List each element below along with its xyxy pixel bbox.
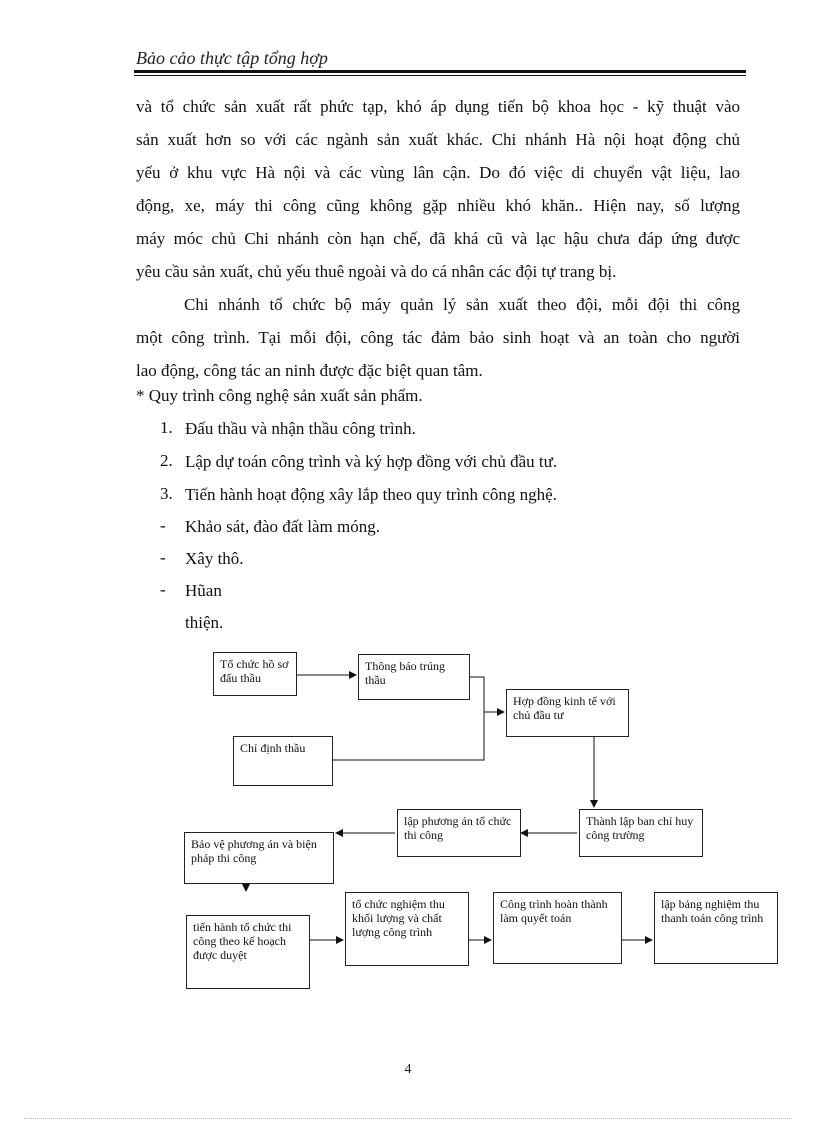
flow-box-to-chuc-ho-so: Tổ chức hồ sơ đấu thầu: [213, 652, 297, 696]
dash-item-text: Hũan: [185, 581, 222, 600]
flow-box-hop-dong: Hợp đồng kinh tế với chủ đầu tư: [506, 689, 629, 737]
flow-box-bang-nghiem-thu: lập bảng nghiệm thu thanh toán công trình: [654, 892, 778, 964]
paragraph-line: động, xe, máy thi công cũng không gặp nhiều khó khăn.. Hiện nay, số lượng: [136, 196, 740, 215]
dash-bullet: -: [160, 516, 166, 535]
flow-box-bao-ve: Bảo vệ phương án và biện pháp thi công: [184, 832, 334, 884]
list-number: 3.: [160, 484, 173, 503]
section-heading: * Quy trình công nghệ sản xuất sản phẩm.: [136, 386, 423, 405]
flow-box-lap-phuong-an: lập phương án tổ chức thi công: [397, 809, 521, 857]
connector-thongbao-to-junction: [470, 677, 484, 712]
list-number: 1.: [160, 418, 173, 437]
paragraph-line: máy móc chủ Chi nhánh còn hạn chế, đã khá cũ và lạc hậu chưa đáp ứng được: [136, 229, 740, 248]
dash-item-text: Khảo sát, đào đất làm móng.: [185, 517, 380, 536]
flow-box-thanh-lap: Thành lập ban chỉ huy công trường: [579, 809, 703, 857]
flow-box-tien-hanh: tiến hành tổ chức thi công theo kế hoạch được duyệt: [186, 915, 310, 989]
flow-box-chi-dinh-thau: Chỉ định thầu: [233, 736, 333, 786]
list-number: 2.: [160, 451, 173, 470]
bottom-dotted-rule: [24, 1118, 792, 1119]
connector-chidinh-to-junction: [333, 712, 484, 760]
flow-box-nghiem-thu: tổ chức nghiệm thu khối lượng và chất lượng công trình: [345, 892, 469, 966]
paragraph-line: yếu ở khu vực Hà nội và các vùng lân cận. Do đó việc di chuyển vật liệu, lao: [136, 163, 740, 182]
paragraph-line: một công trình. Tại mỗi đội, công tác đảm bảo sinh hoạt và an toàn cho người: [136, 328, 740, 347]
dash-item-continuation: thiện.: [185, 613, 224, 632]
paragraph-line: lao động, công tác an ninh được đặc biệt quan tâm.: [136, 361, 483, 380]
list-item-text: Đấu thầu và nhận thầu công trình.: [185, 419, 416, 438]
dash-bullet: -: [160, 580, 166, 599]
dash-item-text: Xây thô.: [185, 549, 244, 568]
paragraph-line: và tổ chức sản xuất rất phức tạp, khó áp dụng tiến bộ khoa học - kỹ thuật vào: [136, 97, 740, 116]
flow-box-hoan-thanh: Công trình hoàn thành làm quyết toán: [493, 892, 622, 964]
list-item-text: Lập dự toán công trình và ký hợp đồng với chủ đầu tư.: [185, 452, 558, 471]
page-number: 4: [404, 1062, 412, 1077]
paragraph-line: sản xuất hơn so với các ngành sản xuất khác. Chi nhánh Hà nội hoạt động chủ: [136, 130, 740, 149]
list-item-text: Tiến hành hoạt động xây lắp theo quy trình công nghệ.: [185, 485, 557, 504]
paragraph-line: yêu cầu sản xuất, chủ yếu thuê ngoài và do cá nhân các đội tự trang bị.: [136, 262, 617, 281]
paragraph-line: Chi nhánh tổ chức bộ máy quản lý sản xuất theo đội, mỗi đội thi công: [184, 295, 740, 314]
dash-bullet: -: [160, 548, 166, 567]
flow-box-thong-bao: Thông báo trúng thầu: [358, 654, 470, 700]
page-header-title: Bảo cảo thực tập tổng hợp: [136, 48, 328, 68]
